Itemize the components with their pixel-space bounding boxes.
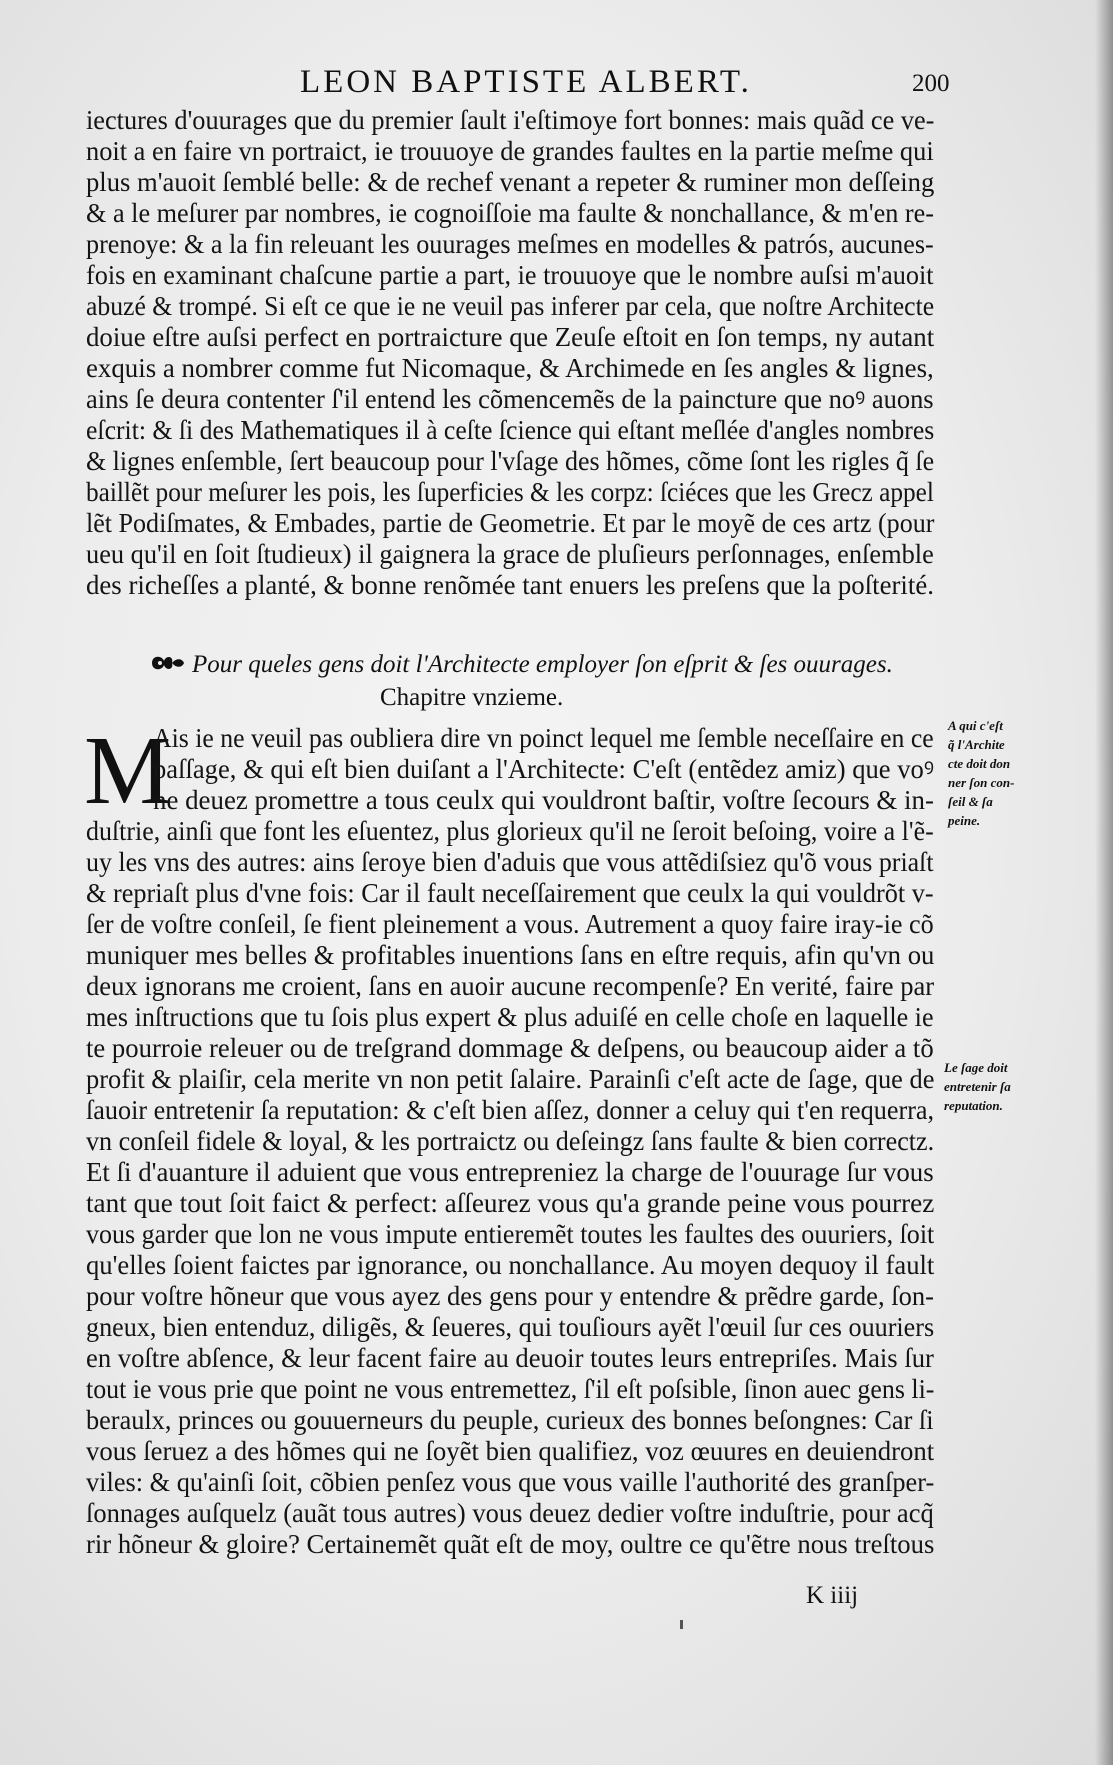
text-line: iectures d'ouurages que du premier ſault i'eſtimoye fort bonnes: mais quãd ce ve-: [86, 105, 935, 135]
text-line: rir hõneur & gloire? Certainemẽt quãt eſt de moy, oultre ce qu'ẽtre nous treſtous: [86, 1529, 935, 1559]
text-line: exquis a nombrer comme fut Nicomaque, & Archimede en ſes angles & lignes,: [86, 353, 934, 383]
margin-note-line: q̃ l'Archite: [948, 737, 1005, 752]
text-line: doiue eſtre auſsi perfect en portraicture que Zeuſe eſtoit en ſon temps, ny autant: [86, 322, 935, 352]
margin-note-line: reputation.: [944, 1098, 1003, 1113]
text-line: profit & plaiſir, cela merite vn non petit ſalaire. Parainſi c'eſt acte de ſage, que de: [86, 1064, 935, 1094]
text-line: en voſtre abſence, & leur facent faire au deuoir toutes leurs entrepriſes. Mais ſur: [86, 1343, 934, 1373]
text-line: des richeſſes a planté, & bonne renõmée tant enuers les preſens que la poſterité.: [86, 570, 934, 600]
margin-note-line: A qui c'eſt: [948, 718, 1003, 733]
text-line: lẽt Podiſmates, & Embades, partie de Geometrie. Et par le moyẽ de ces artz (pour: [86, 508, 935, 538]
text-line: & lignes enſemble, ſert beaucoup pour l'vſage des hõmes, cõme ſont les rigles q̃ ſe: [86, 446, 935, 476]
text-line: plus m'auoit ſemblé belle: & de rechef venant a repeter & ruminer mon deſſeing: [86, 167, 935, 197]
page-number: 200: [912, 70, 950, 97]
text-line: muniquer mes belles & profitables inuentions ſans en eſtre requis, afin qu'vn ou: [86, 940, 935, 970]
text-line: ſonnages auſquelz (auãt tous autres) vous deuez dedier voſtre induſtrie, pour acq̃: [86, 1498, 934, 1528]
text-line: vous ſeruez a des hõmes qui ne ſoyẽt bien qualifiez, voz œuures en deuiendront: [86, 1436, 935, 1466]
margin-note-line: ner ſon con-: [948, 775, 1015, 790]
text-line: pour voſtre hõneur que vous ayez des gens pour y entendre & prẽdre garde, ſon-: [86, 1281, 934, 1311]
text-line: mes inſtructions que tu ſois plus expert & plus aduiſé en celle choſe en laquelle ie: [86, 1002, 934, 1032]
margin-note-line: ſeil & ſa: [948, 794, 993, 809]
text-line: vn conſeil fidele & loyal, & les portraictz ou deſeingz ſans faulte & bien correctz.: [86, 1126, 935, 1156]
text-line: viles: & qu'ainſi ſoit, cõbien penſez vous que vous vaille l'authorité des granſper-: [86, 1467, 935, 1497]
text-line: eſcrit: & ſi des Mathematiques il à ceſte ſcience qui eſtant meſlée d'angles nombres: [86, 415, 935, 445]
text-line: Ais ie ne veuil pas oubliera dire vn poinct lequel me ſemble neceſſaire en ce: [153, 723, 934, 753]
text-line: tout ie vous prie que point ne vous entremettez, ſ'il eſt poſsible, ſinon auec gens li-: [86, 1374, 935, 1404]
text-line: tant que tout ſoit faict & perfect: aſſeurez vous qu'a grande peine vous pourrez: [86, 1188, 935, 1218]
text-line: beraulx, princes ou gouuerneurs du peuple, curieux des bonnes beſongnes: Car ſi: [86, 1405, 934, 1435]
printer-mark: [680, 1620, 683, 1629]
text-line: deux ignorans me croient, ſans en auoir aucune recompenſe? En verité, faire par: [86, 971, 935, 1001]
text-line: te pourroie releuer ou de treſgrand dommage & deſpens, ou beaucoup aider a tõ: [86, 1033, 934, 1063]
text-line: duſtrie, ainſi que font les eſuentez, plus glorieux qu'il ne ſeroit beſoing, voire a l'ẽ-: [86, 816, 934, 846]
drop-capital: M: [84, 717, 172, 825]
margin-note-line: Le ſage doit: [944, 1060, 1008, 1075]
text-line: ſauoir entretenir ſa reputation: & c'eſt bien aſſez, donner a celuy qui t'en requerra,: [86, 1095, 935, 1125]
signature-mark: K iiij: [806, 1582, 859, 1609]
text-line: ne deuez promettre a tous ceulx qui vouldront baſtir, voſtre ſecours & in-: [153, 785, 934, 815]
text-line: noit a en faire vn portraict, ie trouuoye de grandes faultes en la partie meſme qui: [86, 136, 934, 166]
text-line: ſer de voſtre conſeil, ſe fient pleinement a vous. Autrement a quoy faire iray-ie cõ: [86, 909, 934, 939]
text-line: qu'elles ſoient faictes par ignorance, ou nonchallance. Au moyen dequoy il fault: [86, 1250, 935, 1280]
margin-note-line: peine.: [948, 813, 981, 828]
chapter-heading: [148, 651, 893, 679]
text-line: ueu qu'il en ſoit ſtudieux) il gaignera la grace de pluſieurs perſonnages, enſemble: [86, 539, 934, 569]
text-line: abuzé & trompé. Si eſt ce que ie ne veuil pas inferer par cela, que noſtre Architecte: [86, 291, 935, 321]
text-line: vous garder que lon ne vous impute entieremẽt toutes les faultes des ouuriers, ſoit: [86, 1219, 935, 1249]
text-line: prenoye: & a la fin releuant les ouurages meſmes en modelles & patrós, aucunes-: [86, 229, 934, 259]
text-line: fois en examinant chaſcune partie a part, ie trouuoye que le nombre auſsi m'auoit: [86, 260, 934, 290]
fleuron-icon: [148, 652, 186, 674]
margin-note-line: entretenir ſa: [944, 1079, 1011, 1094]
text-line: uy les vns des autres: ains ſeroye bien d'aduis que vous attẽdiſsiez qu'õ vous priaſt: [86, 847, 934, 877]
text-line: ains ſe deura contenter ſ'il entend les cõmencemẽs de la paincture que noꝰ auons: [86, 384, 934, 414]
margin-note-line: cte doit don: [948, 756, 1011, 771]
running-head: LEON BAPTISTE ALBERT.: [300, 64, 752, 100]
text-line: Et ſi d'auanture il aduient que vous entrepreniez la charge de l'ouurage ſur vous: [86, 1157, 934, 1187]
text-line: & repriaſt plus d'vne fois: Car il fault neceſſairement que ceulx la qui vouldrõt v-: [86, 878, 934, 908]
text-line: & a le meſurer par nombres, ie cognoiſſoie ma faulte & nonchallance, & m'en re-: [86, 198, 935, 228]
text-line: gneux, bien entenduz, diligẽs, & ſeueres, qui touſiours ayẽt l'œuil ſur ces ouuriers: [86, 1312, 935, 1342]
chapter-number: Chapitre vnzieme.: [380, 684, 564, 711]
text-line: baillẽt pour meſurer les pois, les ſuperficies & les corpz: ſciéces que les Grecz appel: [86, 477, 934, 507]
text-line: paſſage, & qui eſt bien duiſant a l'Architecte: C'eſt (entẽdez amiz) que voꝰ: [153, 754, 934, 784]
chapter-heading-text: Pour queles gens doit l'Architecte employer ſon eſprit & ſes ouurages.: [192, 651, 893, 678]
